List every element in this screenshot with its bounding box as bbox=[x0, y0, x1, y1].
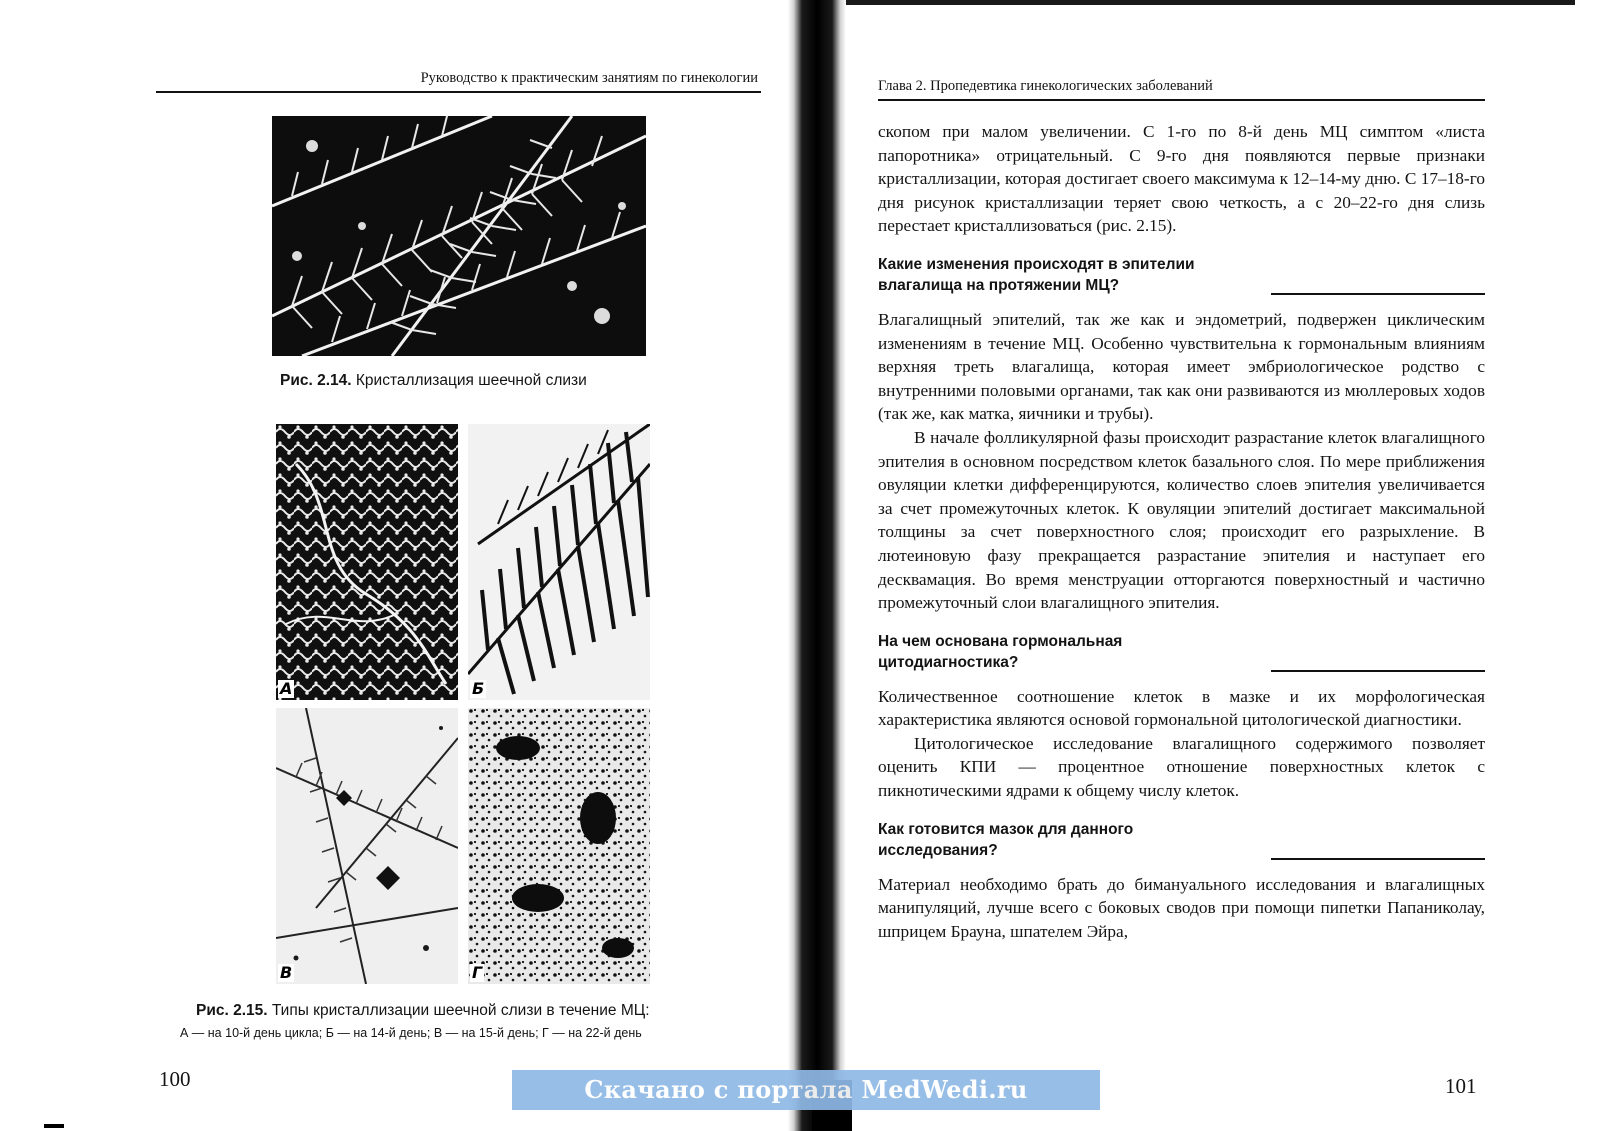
panel-letter-b: Б bbox=[472, 679, 485, 698]
download-watermark-banner: Скачано с портала MedWedi.ru bbox=[512, 1070, 1100, 1110]
right-page-body bbox=[878, 120, 1485, 943]
left-running-head: Руководство к практическим занятиям по гинекологии bbox=[420, 70, 758, 86]
page-number-right: 101 bbox=[1445, 1074, 1477, 1098]
paragraph-kpi: Цитологическое исследование влагалищного содержимого позволяет оценить КПИ — процентное отношение поверхностных клеток с пикнотическими ядрами к общему числу клеток. bbox=[878, 733, 1485, 801]
figure-2-15-caption-text: Типы кристаллизации шеечной слизи в течение МЦ: bbox=[267, 1002, 650, 1019]
panel-letter-a: А bbox=[280, 679, 293, 698]
question-vaginal-epithelium bbox=[878, 254, 1485, 296]
figure-2-14-caption bbox=[280, 372, 587, 390]
figure-2-15-panel-g bbox=[468, 708, 650, 984]
right-running-head: Глава 2. Пропедевтика гинекологических заболеваний bbox=[878, 78, 1213, 94]
figure-2-15-panel-b bbox=[468, 424, 650, 700]
left-head-rule bbox=[156, 91, 761, 93]
panel-letter-g: Г bbox=[472, 963, 483, 982]
paragraph-sampling-material: Материал необходимо брать до бимануального исследования и влагалищных манипуляций, лучше всего с боковых сводов при помощи пипетки Папаниколау, шприцем Брауна, шпателем Эйра, bbox=[878, 874, 1485, 941]
figure-2-15-panel-a bbox=[276, 424, 458, 700]
question-rule bbox=[1271, 858, 1485, 860]
question-text: На чем основана гормональная цитодиагностика? bbox=[878, 632, 1123, 671]
question-rule bbox=[1271, 293, 1485, 295]
paragraph-crystallization-days: скопом при малом увеличении. С 1-го по 8-й день МЦ симптом «листа папоротника» отрицательный. С 9-го дня появляются первые признаки кристаллизации, которая достигает своего максимума к 12–14-му дню. С 17–18-го дня рисунок кристаллизации теряет свою четкость, а с 20–22-го дня слизь перестает кристаллизоваться (рис. 2.15). bbox=[878, 122, 1485, 236]
figure-2-14-fern-crystallization bbox=[272, 116, 646, 356]
scan-corner-mark bbox=[44, 1124, 64, 1128]
question-text: Какие изменения происходят в эпителии влагалища на протяжении МЦ? bbox=[878, 255, 1195, 294]
book-gutter-shadow bbox=[788, 0, 846, 1131]
page-top-edge bbox=[835, 0, 1575, 5]
figure-2-15-panel-v bbox=[276, 708, 458, 984]
figure-2-14-caption-text: Кристаллизация шеечной слизи bbox=[351, 372, 587, 389]
question-smear-preparation bbox=[878, 819, 1485, 861]
question-hormonal-cytodiagnosis bbox=[878, 631, 1485, 673]
figure-2-15-caption bbox=[196, 1002, 650, 1020]
paragraph-cell-ratio: Количественное соотношение клеток в мазке и их морфологическая характеристика являются основой гормональной цитологической диагностики. bbox=[878, 686, 1485, 730]
question-text: Как готовится мазок для данного исследования? bbox=[878, 820, 1134, 859]
figure-2-14-caption-label: Рис. 2.14. bbox=[280, 372, 352, 389]
paragraph-vaginal-epithelium: Влагалищный эпителий, так же как и эндометрий, подвержен циклическим изменениям в течение МЦ. Особенно чувствительна к гормональным влияниям верхняя треть влагалища, которая имеет эмбриологическое родство с внутренними половыми органами, так как они развиваются из мюллеровых ходов (так же, как матка, яичники и трубы). bbox=[878, 309, 1485, 424]
panel-letter-v: В bbox=[280, 963, 293, 982]
figure-2-15-caption-label: Рис. 2.15. bbox=[196, 1002, 268, 1019]
paragraph-follicular-phase: В начале фолликулярной фазы происходит разрастание клеток влагалищного эпителия в основном посредством клеток базального слоя. По мере приближения овуляции клетки дифференцируются, количество слоев эпителия увеличивается за счет промежуточных клеток. К овуляции эпителий достигает максимальной толщины за счет поверхностного слоя; происходит его разрыхление. В лютеиновую фазу прекращается разрастание эпителия и наступает его десквамация. Во время менструации отторгаются поверхностный и частично промежуточный слои влагалищного эпителия. bbox=[878, 427, 1485, 613]
page-number-left: 100 bbox=[159, 1067, 191, 1091]
figure-2-15-legend: А — на 10-й день цикла; Б — на 14-й день; В — на 15-й день; Г — на 22-й день bbox=[180, 1026, 642, 1040]
question-rule bbox=[1271, 670, 1485, 672]
right-head-rule bbox=[878, 99, 1485, 101]
